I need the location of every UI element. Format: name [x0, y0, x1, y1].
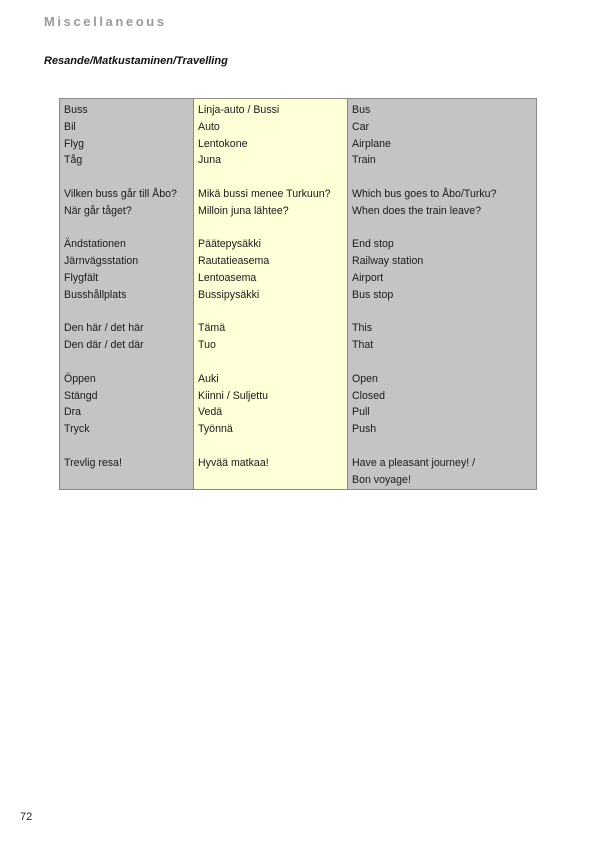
swedish-cell: Trevlig resa! — [64, 456, 122, 469]
finnish-cell: Milloin juna lähtee? — [198, 204, 289, 217]
swedish-cell: Den där / det där — [64, 339, 144, 352]
finnish-cell: Juna — [198, 154, 221, 167]
phrase-table — [59, 98, 537, 490]
finnish-cell: Auto — [198, 120, 220, 133]
finnish-cell: Auki — [198, 372, 219, 385]
swedish-cell: Flyg — [64, 137, 85, 150]
finnish-cell: Linja-auto / Bussi — [198, 104, 280, 116]
english-cell: Car — [352, 120, 370, 133]
finnish-cell: Päätepysäkki — [198, 238, 262, 251]
swedish-cell: Stängd — [64, 389, 98, 402]
spacer-row — [64, 304, 189, 321]
spacer-row — [198, 354, 343, 371]
english-cell: Have a pleasant journey! / — [352, 456, 476, 469]
english-column — [348, 99, 536, 489]
spacer-row — [198, 438, 343, 455]
finnish-cell: Vedä — [198, 406, 223, 419]
english-cell: That — [352, 339, 374, 352]
spacer-row — [64, 220, 189, 237]
spacer-row — [352, 438, 532, 455]
english-cell: When does the train leave? — [352, 204, 481, 217]
swedish-cell: Tåg — [64, 154, 83, 167]
finnish-cell: Kiinni / Suljettu — [198, 389, 269, 402]
english-cell: End stop — [352, 238, 394, 251]
finnish-cell: Työnnä — [198, 423, 233, 436]
spacer-row — [352, 169, 532, 186]
english-cell: Open — [352, 372, 378, 385]
swedish-cell: När går tåget? — [64, 204, 132, 217]
english-cell: Train — [352, 154, 376, 167]
finnish-column — [193, 99, 348, 489]
english-cell: Which bus goes to Åbo/Turku? — [352, 187, 497, 200]
swedish-cell: Busshållplats — [64, 288, 127, 301]
english-cell: Bon voyage! — [352, 473, 411, 486]
spacer-row — [198, 169, 343, 186]
english-cell: Closed — [352, 389, 385, 402]
english-cell: Airplane — [352, 137, 391, 150]
spacer-row — [352, 354, 532, 371]
finnish-cell: Tuo — [198, 339, 216, 352]
spacer-row — [64, 438, 189, 455]
spacer-row — [198, 220, 343, 237]
swedish-cell: Bil — [64, 120, 76, 133]
spacer-row — [352, 304, 532, 321]
page-number: 72 — [20, 811, 33, 823]
finnish-cell: Lentoasema — [198, 271, 257, 284]
swedish-cell: Flygfält — [64, 271, 99, 284]
spacer-row — [352, 220, 532, 237]
english-cell: Airport — [352, 271, 384, 284]
section-subtitle: Resande/Matkustaminen/Travelling — [44, 55, 228, 67]
spacer-row — [198, 304, 343, 321]
swedish-cell: Buss — [64, 104, 88, 116]
swedish-cell: Järnvägsstation — [64, 255, 139, 268]
english-cell: Bus stop — [352, 288, 394, 301]
swedish-cell: Vilken buss går till Åbo? — [64, 187, 177, 200]
section-header: Miscellaneous — [44, 14, 167, 29]
swedish-cell: Tryck — [64, 423, 90, 436]
spacer-row — [64, 169, 189, 186]
finnish-cell: Lentokone — [198, 137, 248, 150]
finnish-cell: Mikä bussi menee Turkuun? — [198, 187, 331, 200]
swedish-cell: Dra — [64, 406, 82, 419]
finnish-cell: Tämä — [198, 322, 226, 335]
finnish-cell: Hyvää matkaa! — [198, 456, 269, 469]
swedish-column — [60, 99, 193, 489]
spacer-row — [64, 354, 189, 371]
swedish-cell: Den här / det här — [64, 322, 144, 335]
english-cell: Bus — [352, 104, 371, 116]
english-cell: Push — [352, 423, 377, 436]
english-cell: Railway station — [352, 255, 424, 268]
finnish-cell: Bussipysäkki — [198, 288, 260, 301]
swedish-cell: Ändstationen — [64, 238, 126, 251]
swedish-cell: Öppen — [64, 372, 96, 385]
english-cell: This — [352, 322, 373, 335]
english-cell: Pull — [352, 406, 370, 419]
finnish-cell: Rautatieasema — [198, 255, 270, 268]
